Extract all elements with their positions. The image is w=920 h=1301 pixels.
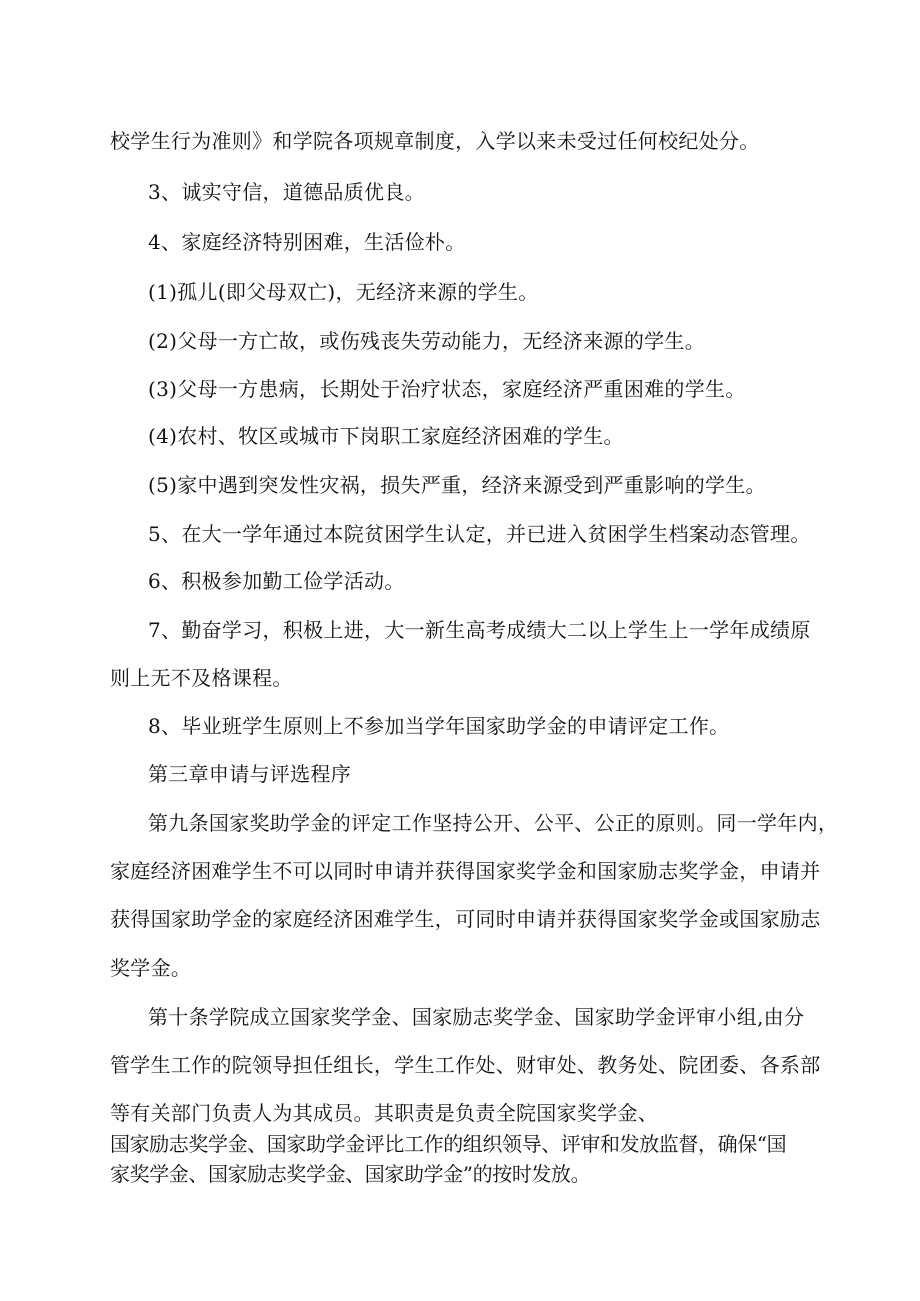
article-9-line: 奖学金。 (110, 956, 192, 980)
sub-item-2: (2)父母一方亡故，或伤残丧失劳动能力，无经济来源的学生。 (148, 329, 706, 353)
list-item-3: 3、诚实守信，道德品质优良。 (148, 180, 425, 204)
text-line: 校学生行为准则》和学院各项规章制度，入学以来未受过任何校纪处分。 (110, 129, 760, 153)
list-item-7: 7、勤奋学习，积极上进，大一新生高考成绩大二以上学生上一学年成绩原 (148, 618, 811, 642)
article-10-line: 国家励志奖学金、国家助学金评比工作的组织领导、评审和发放监督，确保“国 (110, 1132, 787, 1156)
article-10-line: 管学生工作的院领导担任组长，学生工作处、财审处、教务处、院团委、各系部 (110, 1053, 821, 1077)
list-item-6: 6、积极参加勤工俭学活动。 (148, 569, 405, 593)
list-item-4: 4、家庭经济特别困难，生活俭朴。 (148, 230, 466, 254)
sub-item-3: (3)父母一方患病，长期处于治疗状态，家庭经济严重困难的学生。 (148, 377, 746, 401)
list-item-5: 5、在大一学年通过本院贫困学生认定，并已进入贫困学生档案动态管理。 (148, 522, 811, 546)
article-9-line: 获得国家助学金的家庭经济困难学生，可同时申请并获得国家奖学金或国家励志 (110, 907, 821, 931)
article-9-line: 第九条国家奖助学金的评定工作坚持公开、公平、公正的原则。同一学年内， (148, 811, 839, 835)
article-10-line: 家奖学金、国家励志奖学金、国家助学金”的按时发放。 (110, 1162, 591, 1186)
chapter-heading: 第三章申请与评选程序 (148, 762, 351, 786)
article-9-line: 家庭经济困难学生不可以同时申请并获得国家奖学金和国家励志奖学金，申请并 (110, 859, 821, 883)
list-item-8: 8、毕业班学生原则上不参加当学年国家助学金的申请评定工作。 (148, 714, 730, 738)
sub-item-1: (1)孤儿(即父母双亡)，无经济来源的学生。 (148, 280, 539, 304)
article-10-line: 第十条学院成立国家奖学金、国家励志奖学金、国家助学金评审小组,由分 (148, 1005, 805, 1029)
sub-item-5: (5)家中遇到突发性灾祸，损失严重，经济来源受到严重影响的学生。 (148, 473, 766, 497)
article-10-line: 等有关部门负责人为其成员。其职责是负责全院国家奖学金、 (110, 1101, 659, 1125)
sub-item-4: (4)农村、牧区或城市下岗职工家庭经济困难的学生。 (148, 424, 624, 448)
text-line: 则上无不及格课程。 (110, 666, 293, 690)
